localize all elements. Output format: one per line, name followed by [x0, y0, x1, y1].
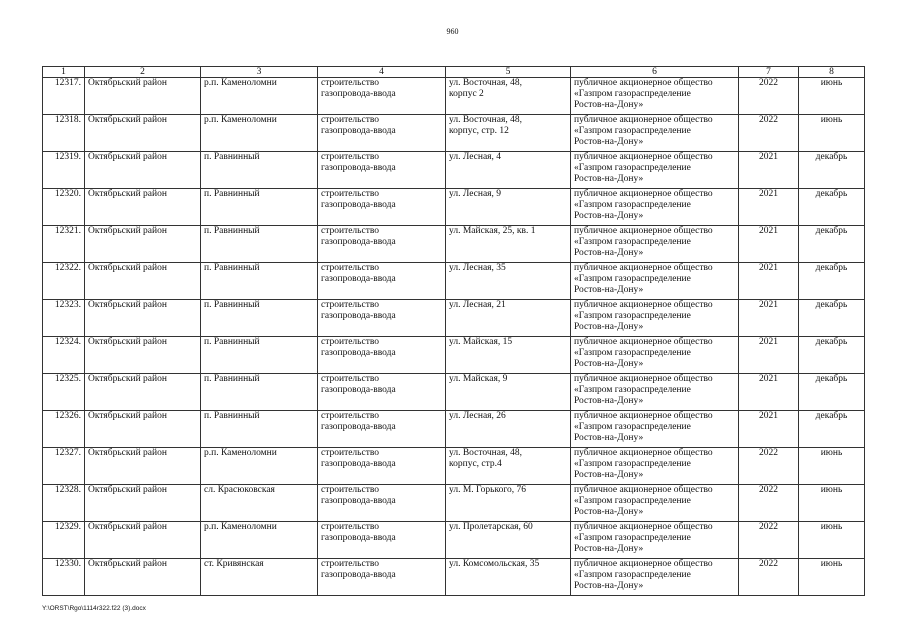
district-cell: [85, 189, 201, 226]
district-cell: [85, 411, 201, 448]
table-row: [43, 522, 865, 559]
year-cell: [739, 300, 799, 337]
organization-cell-line: «Газпром газораспределение: [574, 422, 691, 432]
district-cell-line: Октябрьский район: [88, 189, 167, 199]
organization-cell-line: публичное акционерное общество: [574, 78, 713, 88]
work-type-cell: [318, 300, 446, 337]
settlement-cell-line: р.п. Каменоломни: [204, 448, 277, 458]
settlement-cell-line: п. Равнинный: [204, 152, 260, 162]
col-header-1: 1: [43, 67, 85, 78]
settlement-cell-line: ст. Кривянская: [204, 559, 264, 569]
work-type-cell-line: строительство: [321, 115, 380, 125]
work-type-cell-line: строительство: [321, 411, 380, 421]
footer-file-path: Y:\ORST\Rgo\1114r322.f22 (3).docx: [42, 605, 146, 612]
address-cell-line: ул. Майская, 25, кв. 1: [449, 226, 536, 236]
year-cell-line: 2022: [759, 485, 778, 495]
address-cell: [446, 448, 571, 485]
organization-cell: [571, 152, 739, 189]
district-cell: [85, 226, 201, 263]
organization-cell: [571, 263, 739, 300]
year-cell-line: 2022: [759, 448, 778, 458]
address-cell-line: ул. Лесная, 26: [449, 411, 506, 421]
settlement-cell: [201, 78, 318, 115]
organization-cell-line: «Газпром газораспределение: [574, 496, 691, 506]
settlement-cell: [201, 374, 318, 411]
work-type-cell-line: строительство: [321, 226, 380, 236]
month-cell-line: декабрь: [815, 226, 848, 236]
address-cell-line: ул. Лесная, 4: [449, 152, 502, 162]
address-cell-line: ул. Восточная, 48,: [449, 448, 522, 458]
work-type-cell-line: строительство: [321, 189, 380, 199]
organization-cell: [571, 300, 739, 337]
organization-cell-line: публичное акционерное общество: [574, 485, 713, 495]
settlement-cell: [201, 448, 318, 485]
organization-cell: [571, 337, 739, 374]
row-number: [43, 189, 85, 226]
row-number-line: 12330.: [54, 559, 81, 569]
address-cell: [446, 78, 571, 115]
organization-cell-line: публичное акционерное общество: [574, 300, 713, 310]
year-cell: [739, 522, 799, 559]
organization-cell-line: публичное акционерное общество: [574, 374, 713, 384]
page-number: 960: [446, 27, 459, 36]
address-cell: [446, 337, 571, 374]
address-cell: [446, 226, 571, 263]
year-cell-line: 2022: [759, 115, 778, 125]
month-cell: [799, 522, 865, 559]
row-number: [43, 226, 85, 263]
address-cell-line: корпус, стр. 12: [449, 126, 509, 136]
organization-cell-line: Ростов-на-Дону»: [574, 322, 644, 332]
row-number-line: 12323.: [54, 300, 81, 310]
month-cell: [799, 300, 865, 337]
month-cell-line: июнь: [820, 485, 843, 495]
year-cell: [739, 485, 799, 522]
month-cell: [799, 337, 865, 374]
table-row: [43, 263, 865, 300]
work-type-cell-line: газопровода-ввода: [321, 237, 396, 247]
settlement-cell-line: п. Равнинный: [204, 189, 260, 199]
organization-cell-line: публичное акционерное общество: [574, 337, 713, 347]
address-cell-line: ул. Лесная, 21: [449, 300, 506, 310]
organization-cell-line: публичное акционерное общество: [574, 189, 713, 199]
settlement-cell-line: п. Равнинный: [204, 263, 260, 273]
month-cell-line: июнь: [820, 559, 843, 569]
work-type-cell-line: газопровода-ввода: [321, 459, 396, 469]
table-row: [43, 337, 865, 374]
year-cell: [739, 263, 799, 300]
work-type-cell-line: строительство: [321, 522, 380, 532]
col-header-7: 7: [739, 67, 799, 78]
work-type-cell-line: строительство: [321, 374, 380, 384]
work-type-cell-line: строительство: [321, 263, 380, 273]
year-cell-line: 2021: [759, 189, 778, 199]
month-cell: [799, 152, 865, 189]
row-number: [43, 485, 85, 522]
address-cell: [446, 152, 571, 189]
district-cell-line: Октябрьский район: [88, 522, 167, 532]
address-cell-line: ул. Комсомольская, 35: [449, 559, 540, 569]
address-cell-line: ул. Майская, 15: [449, 337, 513, 347]
organization-cell-line: «Газпром газораспределение: [574, 459, 691, 469]
district-cell: [85, 485, 201, 522]
settlement-cell-line: п. Равнинный: [204, 374, 260, 384]
year-cell-line: 2022: [759, 78, 778, 88]
month-cell-line: декабрь: [815, 263, 848, 273]
address-cell: [446, 300, 571, 337]
year-cell-line: 2021: [759, 374, 778, 384]
settlement-cell: [201, 263, 318, 300]
work-type-cell-line: газопровода-ввода: [321, 126, 396, 136]
organization-cell-line: Ростов-на-Дону»: [574, 285, 644, 295]
work-type-cell-line: газопровода-ввода: [321, 533, 396, 543]
district-cell: [85, 152, 201, 189]
address-cell: [446, 263, 571, 300]
district-cell: [85, 559, 201, 596]
month-cell: [799, 411, 865, 448]
organization-cell-line: Ростов-на-Дону»: [574, 396, 644, 406]
organization-cell-line: «Газпром газораспределение: [574, 570, 691, 580]
settlement-cell: [201, 300, 318, 337]
year-cell: [739, 189, 799, 226]
organization-cell-line: «Газпром газораспределение: [574, 348, 691, 358]
district-cell-line: Октябрьский район: [88, 115, 167, 125]
year-cell-line: 2022: [759, 522, 778, 532]
organization-cell-line: Ростов-на-Дону»: [574, 137, 644, 147]
work-type-cell: [318, 485, 446, 522]
year-cell: [739, 152, 799, 189]
organization-cell-line: Ростов-на-Дону»: [574, 544, 644, 554]
row-number-line: 12320.: [54, 189, 81, 199]
organization-cell-line: Ростов-на-Дону»: [574, 507, 644, 517]
work-type-cell: [318, 337, 446, 374]
table-row: [43, 115, 865, 152]
work-type-cell-line: строительство: [321, 78, 380, 88]
organization-cell: [571, 522, 739, 559]
organization-cell-line: «Газпром газораспределение: [574, 126, 691, 136]
district-cell: [85, 448, 201, 485]
month-cell: [799, 374, 865, 411]
month-cell: [799, 226, 865, 263]
organization-cell-line: Ростов-на-Дону»: [574, 433, 644, 443]
month-cell: [799, 78, 865, 115]
work-type-cell-line: строительство: [321, 300, 380, 310]
month-cell-line: декабрь: [815, 411, 848, 421]
organization-cell: [571, 374, 739, 411]
month-cell: [799, 263, 865, 300]
address-cell: [446, 374, 571, 411]
work-type-cell-line: строительство: [321, 485, 380, 495]
settlement-cell: [201, 189, 318, 226]
year-cell: [739, 374, 799, 411]
settlement-cell-line: сл. Красюковская: [204, 485, 275, 495]
organization-cell-line: публичное акционерное общество: [574, 226, 713, 236]
address-cell: [446, 485, 571, 522]
district-cell-line: Октябрьский район: [88, 485, 167, 495]
organization-cell: [571, 448, 739, 485]
organization-cell: [571, 226, 739, 263]
work-type-cell: [318, 522, 446, 559]
month-cell-line: декабрь: [815, 337, 848, 347]
work-type-cell-line: строительство: [321, 337, 380, 347]
settlement-cell: [201, 337, 318, 374]
district-cell: [85, 263, 201, 300]
district-cell: [85, 522, 201, 559]
work-type-cell-line: газопровода-ввода: [321, 274, 396, 284]
organization-cell-line: публичное акционерное общество: [574, 448, 713, 458]
address-cell-line: корпус 2: [449, 89, 484, 99]
year-cell-line: 2021: [759, 337, 778, 347]
row-number: [43, 78, 85, 115]
organization-cell-line: «Газпром газораспределение: [574, 163, 691, 173]
organization-cell-line: Ростов-на-Дону»: [574, 211, 644, 221]
year-cell: [739, 78, 799, 115]
address-cell: [446, 189, 571, 226]
district-cell-line: Октябрьский район: [88, 559, 167, 569]
year-cell: [739, 448, 799, 485]
col-header-8: 8: [799, 67, 865, 78]
month-cell: [799, 189, 865, 226]
row-number: [43, 448, 85, 485]
organization-cell-line: «Газпром газораспределение: [574, 237, 691, 247]
settlement-cell: [201, 152, 318, 189]
row-number-line: 12329.: [54, 522, 81, 532]
year-cell: [739, 411, 799, 448]
work-type-cell: [318, 448, 446, 485]
work-type-cell-line: газопровода-ввода: [321, 570, 396, 580]
district-cell: [85, 300, 201, 337]
address-cell-line: ул. Восточная, 48,: [449, 78, 522, 88]
settlement-cell: [201, 115, 318, 152]
district-cell: [85, 78, 201, 115]
row-number-line: 12322.: [54, 263, 81, 273]
organization-cell: [571, 411, 739, 448]
address-cell-line: ул. Лесная, 9: [449, 189, 502, 199]
year-cell-line: 2021: [759, 300, 778, 310]
organization-cell-line: публичное акционерное общество: [574, 522, 713, 532]
address-cell-line: ул. М. Горького, 76: [449, 485, 527, 495]
work-type-cell-line: газопровода-ввода: [321, 385, 396, 395]
district-cell-line: Октябрьский район: [88, 263, 167, 273]
address-cell-line: ул. Майская, 9: [449, 374, 508, 384]
month-cell-line: июнь: [820, 115, 843, 125]
settlement-cell-line: п. Равнинный: [204, 226, 260, 236]
table-row: [43, 374, 865, 411]
work-type-cell-line: газопровода-ввода: [321, 89, 396, 99]
work-type-cell-line: газопровода-ввода: [321, 163, 396, 173]
work-type-cell-line: газопровода-ввода: [321, 311, 396, 321]
organization-cell-line: «Газпром газораспределение: [574, 385, 691, 395]
work-type-cell: [318, 374, 446, 411]
table-row: [43, 411, 865, 448]
col-header-3: 3: [201, 67, 318, 78]
address-cell: [446, 411, 571, 448]
organization-cell-line: «Газпром газораспределение: [574, 89, 691, 99]
row-number-line: 12319.: [54, 152, 81, 162]
row-number-line: 12327.: [54, 448, 81, 458]
organization-cell-line: публичное акционерное общество: [574, 411, 713, 421]
settlement-cell: [201, 522, 318, 559]
address-cell-line: корпус, стр.4: [449, 459, 502, 469]
row-number-line: 12326.: [54, 411, 81, 421]
row-number-line: 12324.: [54, 337, 81, 347]
district-cell-line: Октябрьский район: [88, 374, 167, 384]
col-header-2: 2: [85, 67, 201, 78]
table-row: [43, 189, 865, 226]
district-cell-line: Октябрьский район: [88, 78, 167, 88]
row-number-line: 12318.: [54, 115, 81, 125]
organization-cell-line: публичное акционерное общество: [574, 115, 713, 125]
year-cell-line: 2021: [759, 152, 778, 162]
district-cell: [85, 115, 201, 152]
settlement-cell: [201, 226, 318, 263]
organization-cell-line: публичное акционерное общество: [574, 152, 713, 162]
col-header-6: 6: [571, 67, 739, 78]
address-cell-line: ул. Восточная, 48,: [449, 115, 522, 125]
organization-cell-line: «Газпром газораспределение: [574, 200, 691, 210]
organization-cell: [571, 189, 739, 226]
settlement-cell: [201, 485, 318, 522]
row-number-line: 12328.: [54, 485, 81, 495]
organization-cell-line: Ростов-на-Дону»: [574, 248, 644, 258]
work-type-cell-line: газопровода-ввода: [321, 422, 396, 432]
district-cell-line: Октябрьский район: [88, 152, 167, 162]
organization-cell: [571, 559, 739, 596]
organization-cell-line: публичное акционерное общество: [574, 263, 713, 273]
organization-cell-line: «Газпром газораспределение: [574, 533, 691, 543]
year-cell: [739, 337, 799, 374]
organization-cell-line: Ростов-на-Дону»: [574, 359, 644, 369]
row-number: [43, 152, 85, 189]
work-type-cell-line: газопровода-ввода: [321, 496, 396, 506]
col-header-4: 4: [318, 67, 446, 78]
row-number-line: 12317.: [54, 78, 81, 88]
year-cell-line: 2021: [759, 226, 778, 236]
work-type-cell: [318, 115, 446, 152]
work-type-cell-line: строительство: [321, 559, 380, 569]
address-cell: [446, 115, 571, 152]
row-number: [43, 263, 85, 300]
settlement-cell-line: п. Равнинный: [204, 337, 260, 347]
row-number-line: 12321.: [54, 226, 81, 236]
address-cell: [446, 522, 571, 559]
month-cell: [799, 448, 865, 485]
col-header-5: 5: [446, 67, 571, 78]
district-cell-line: Октябрьский район: [88, 411, 167, 421]
year-cell: [739, 559, 799, 596]
organization-cell-line: «Газпром газораспределение: [574, 274, 691, 284]
organization-cell-line: «Газпром газораспределение: [574, 311, 691, 321]
settlement-cell-line: р.п. Каменоломни: [204, 522, 277, 532]
work-type-cell: [318, 189, 446, 226]
organization-cell-line: Ростов-на-Дону»: [574, 174, 644, 184]
district-cell-line: Октябрьский район: [88, 448, 167, 458]
work-type-cell: [318, 226, 446, 263]
month-cell-line: декабрь: [815, 374, 848, 384]
table-row: [43, 226, 865, 263]
work-type-cell: [318, 411, 446, 448]
row-number: [43, 374, 85, 411]
month-cell-line: декабрь: [815, 189, 848, 199]
row-number: [43, 115, 85, 152]
work-type-cell: [318, 559, 446, 596]
organization-cell-line: публичное акционерное общество: [574, 559, 713, 569]
month-cell-line: декабрь: [815, 300, 848, 310]
table-row: [43, 559, 865, 596]
month-cell-line: декабрь: [815, 152, 848, 162]
year-cell-line: 2022: [759, 559, 778, 569]
year-cell-line: 2021: [759, 263, 778, 273]
year-cell: [739, 226, 799, 263]
year-cell-line: 2021: [759, 411, 778, 421]
work-type-cell: [318, 78, 446, 115]
settlement-cell-line: р.п. Каменоломни: [204, 115, 277, 125]
organization-cell: [571, 485, 739, 522]
settlement-cell-line: п. Равнинный: [204, 300, 260, 310]
address-cell: [446, 559, 571, 596]
header-row: [43, 67, 865, 78]
row-number: [43, 411, 85, 448]
address-cell-line: ул. Лесная, 35: [449, 263, 506, 273]
settlement-cell-line: р.п. Каменоломни: [204, 78, 277, 88]
district-cell-line: Октябрьский район: [88, 226, 167, 236]
district-cell: [85, 337, 201, 374]
address-cell-line: ул. Пролетарская, 60: [449, 522, 533, 532]
work-type-cell-line: строительство: [321, 448, 380, 458]
settlement-cell: [201, 411, 318, 448]
row-number: [43, 522, 85, 559]
organization-cell-line: Ростов-на-Дону»: [574, 581, 644, 591]
work-type-cell: [318, 263, 446, 300]
table-row: [43, 300, 865, 337]
row-number-line: 12325.: [54, 374, 81, 384]
district-cell-line: Октябрьский район: [88, 337, 167, 347]
settlement-cell: [201, 559, 318, 596]
organization-cell-line: Ростов-на-Дону»: [574, 470, 644, 480]
table-row: [43, 152, 865, 189]
table-row: [43, 78, 865, 115]
month-cell: [799, 115, 865, 152]
row-number: [43, 300, 85, 337]
registry-table: [42, 66, 865, 596]
row-number: [43, 559, 85, 596]
district-cell: [85, 374, 201, 411]
table-row: [43, 448, 865, 485]
organization-cell-line: Ростов-на-Дону»: [574, 100, 644, 110]
work-type-cell: [318, 152, 446, 189]
year-cell: [739, 115, 799, 152]
district-cell-line: Октябрьский район: [88, 300, 167, 310]
work-type-cell-line: газопровода-ввода: [321, 200, 396, 210]
month-cell-line: июнь: [820, 448, 843, 458]
settlement-cell-line: п. Равнинный: [204, 411, 260, 421]
table-row: [43, 485, 865, 522]
row-number: [43, 337, 85, 374]
month-cell: [799, 485, 865, 522]
month-cell: [799, 559, 865, 596]
work-type-cell-line: строительство: [321, 152, 380, 162]
organization-cell: [571, 78, 739, 115]
month-cell-line: июнь: [820, 522, 843, 532]
work-type-cell-line: газопровода-ввода: [321, 348, 396, 358]
organization-cell: [571, 115, 739, 152]
month-cell-line: июнь: [820, 78, 843, 88]
